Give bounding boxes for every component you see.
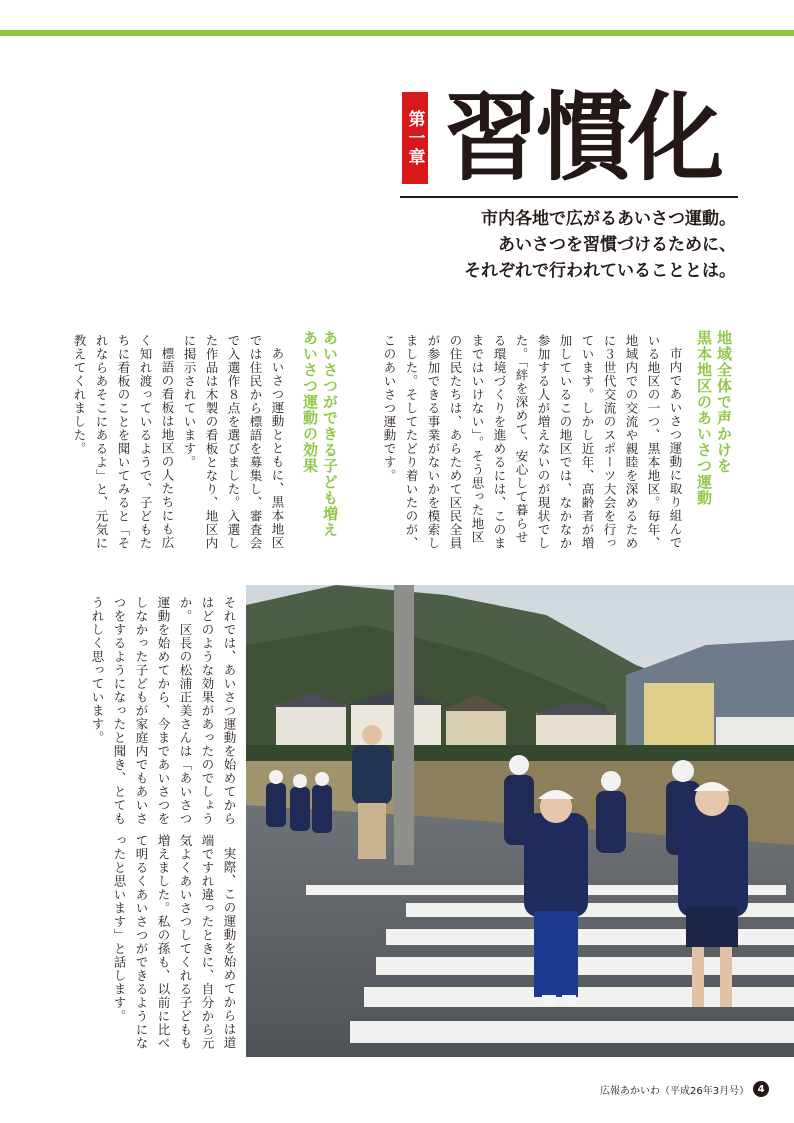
crosswalk-photo (246, 585, 794, 1057)
lead-text (464, 206, 736, 284)
top-accent-rule (0, 30, 794, 36)
section2-body (74, 334, 288, 556)
section1-heading-line-2: 黒本地区のあいさつ運動 (695, 330, 713, 506)
section2-heading (300, 330, 340, 552)
section2-paragraph-2: 標語の看板は地区の人たちにも広く知れ渡っているようで、子どもたちに看板のことを聞いてみると「それならあそこにあるよ」と、元気に教えてくれました。 (72, 334, 175, 550)
page-number: 4 (753, 1081, 769, 1097)
page-footer (600, 1079, 769, 1099)
section3-paragraph-2: 実際、この運動を始めてからは道端ですれ違ったときに、自分から元気よくあいさつしてくれる子どもも増えました。私の孫も、以前に比べて明るくあいさつができるようになったと思います」と話します。 (112, 834, 237, 1050)
publication-name: 広報あかいわ（平成26年3月号） (600, 1085, 750, 1097)
section1-body (384, 334, 686, 556)
section1-heading-line-1: 地域全体で声かけを (715, 330, 733, 474)
chapter-badge: 第一章 (402, 92, 428, 184)
section3-paragraph-1: それでは、あいさつ運動を始めてからはどのような効果があったのでしょうか。区長の松浦正美さんは「あいさつ運動を始めてから、今まであいさつをしなかった子どもが家庭内でもあいさつをするようになったと聞き、とてもうれしく思っています。 (90, 596, 237, 826)
section3-body-upper (74, 596, 240, 828)
lead-line-3: それぞれで行われていることとは。 (464, 261, 736, 281)
section1-paragraph: 市内であいさつ運動に取り組んでいる地区の一つ、黒本地区。毎年、地域内での交流や親睦を深めるために３世代交流のスポーツ大会を行っています。しかし近年、高齢者が増加しているこの地区では、なかなか参加する人が増えないのが現状でした。「絆を深めて、安心して暮らせる環境づくりを進めるには、このままではいけない」。そう思った地区の住民たちは、あらためて区民全員が参加できる事業がないかを模索しました。そしてたどり着いたのが、このあいさつ運動です。 (382, 334, 683, 550)
section3-body-lower (74, 834, 240, 1056)
section2-heading-line-1: あいさつができる子ども増え (321, 330, 339, 538)
title-divider (400, 196, 738, 198)
section2-paragraph-1: あいさつ運動とともに、黒本地区では住民から標語を募集し、審査会で入選作８点を選びました。入選した作品は木製の看板となり、地区内に掲示されています。 (182, 334, 285, 550)
chapter-title: 習慣化 (444, 82, 720, 194)
section1-heading (694, 330, 734, 520)
lead-line-1: 市内各地で広がるあいさつ運動。 (481, 209, 736, 229)
lead-line-2: あいさつを習慣づけるために、 (498, 235, 736, 255)
section2-heading-line-2: あいさつ運動の効果 (301, 330, 319, 474)
